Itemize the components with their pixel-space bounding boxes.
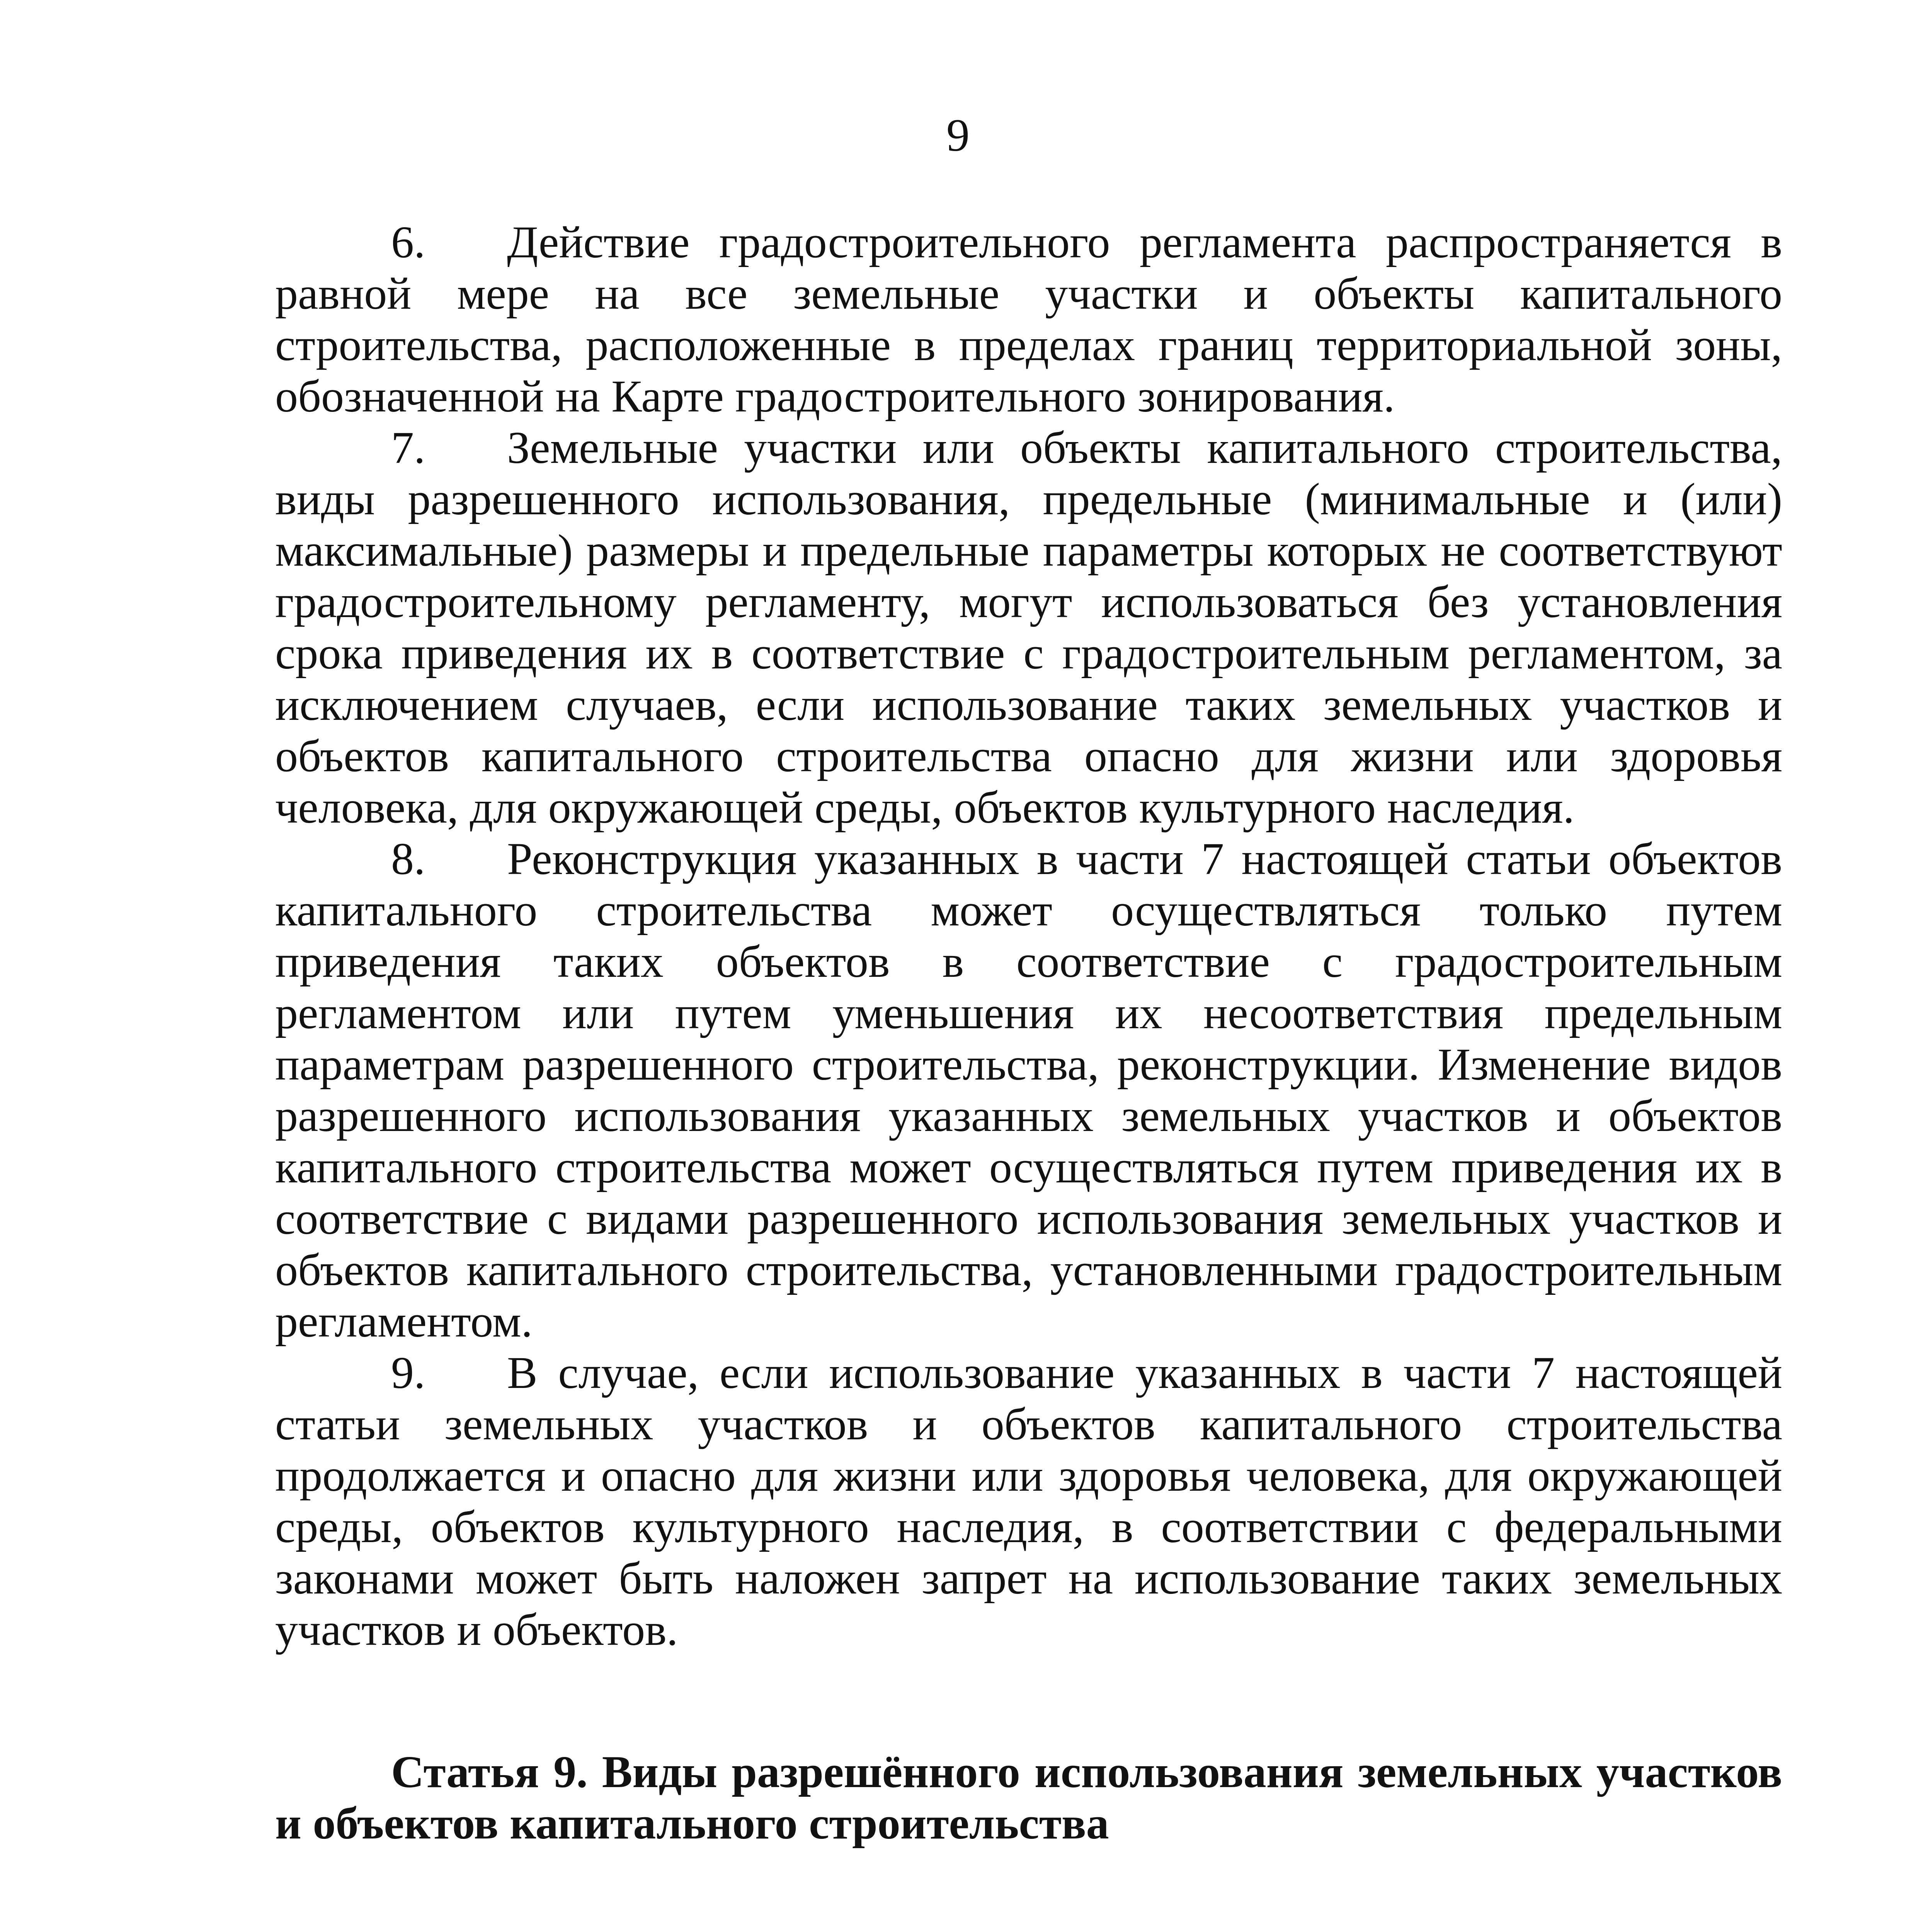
document-body <box>275 216 1782 1932</box>
paragraph-6 <box>275 216 1782 422</box>
paragraph-number: 6. <box>391 217 425 267</box>
paragraph-8 <box>275 833 1782 1347</box>
paragraph-number: 9. <box>391 1347 425 1398</box>
article-heading: Статья 9. Виды разрешённого использования земельных участков и объектов капитального строительства <box>275 1747 1782 1849</box>
paragraph-7 <box>275 422 1782 833</box>
paragraph-number: 7. <box>391 422 425 473</box>
paragraph-number: 8. <box>391 833 425 884</box>
paragraph-text: Реконструкция указанных в части 7 настоящей статьи объектов капитального строительства может осуществляться только путем приведения таких объектов в соответствие с градостроительным регламентом или путем уменьшения их несоответствия предельным параметрам разрешенного строительства, реконструкции. Изменение видов разрешенного использования указанных земельных участков и объектов капитального строительства может осуществляться путем приведения их в соответствие с видами разрешенного использования земельных участков и объектов капитального строительства, установленными градостроительным регламентом. <box>275 833 1782 1347</box>
paragraph-text: Земельные участки или объекты капитального строительства, виды разрешенного использования, предельные (минимальные и (или) максимальные) размеры и предельные параметры которых не соответствуют градостроительному регламенту, могут использоваться без установления срока приведения их в соответствие с градостроительным регламентом, за исключением случаев, если использование таких земельных участков и объектов капитального строительства опасно для жизни или здоровья человека, для окружающей среды, объектов культурного наследия. <box>275 422 1782 833</box>
paragraph-text: Действие градостроительного регламента распространяется в равной мере на все земельные участки и объекты капитального строительства, расположенные в пределах границ территориальной зоны, обозначенной на Карте градостроительного зонирования. <box>275 217 1782 422</box>
paragraph-text: В случае, если использование указанных в части 7 настоящей статьи земельных участков и объектов капитального строительства продолжается и опасно для жизни или здоровья человека, для окружающей среды, объектов культурного наследия, в соответствии с федеральными законами может быть наложен запрет на использование таких земельных участков и объектов. <box>275 1347 1782 1655</box>
page-number: 9 <box>946 109 970 161</box>
paragraph-9 <box>275 1347 1782 1655</box>
